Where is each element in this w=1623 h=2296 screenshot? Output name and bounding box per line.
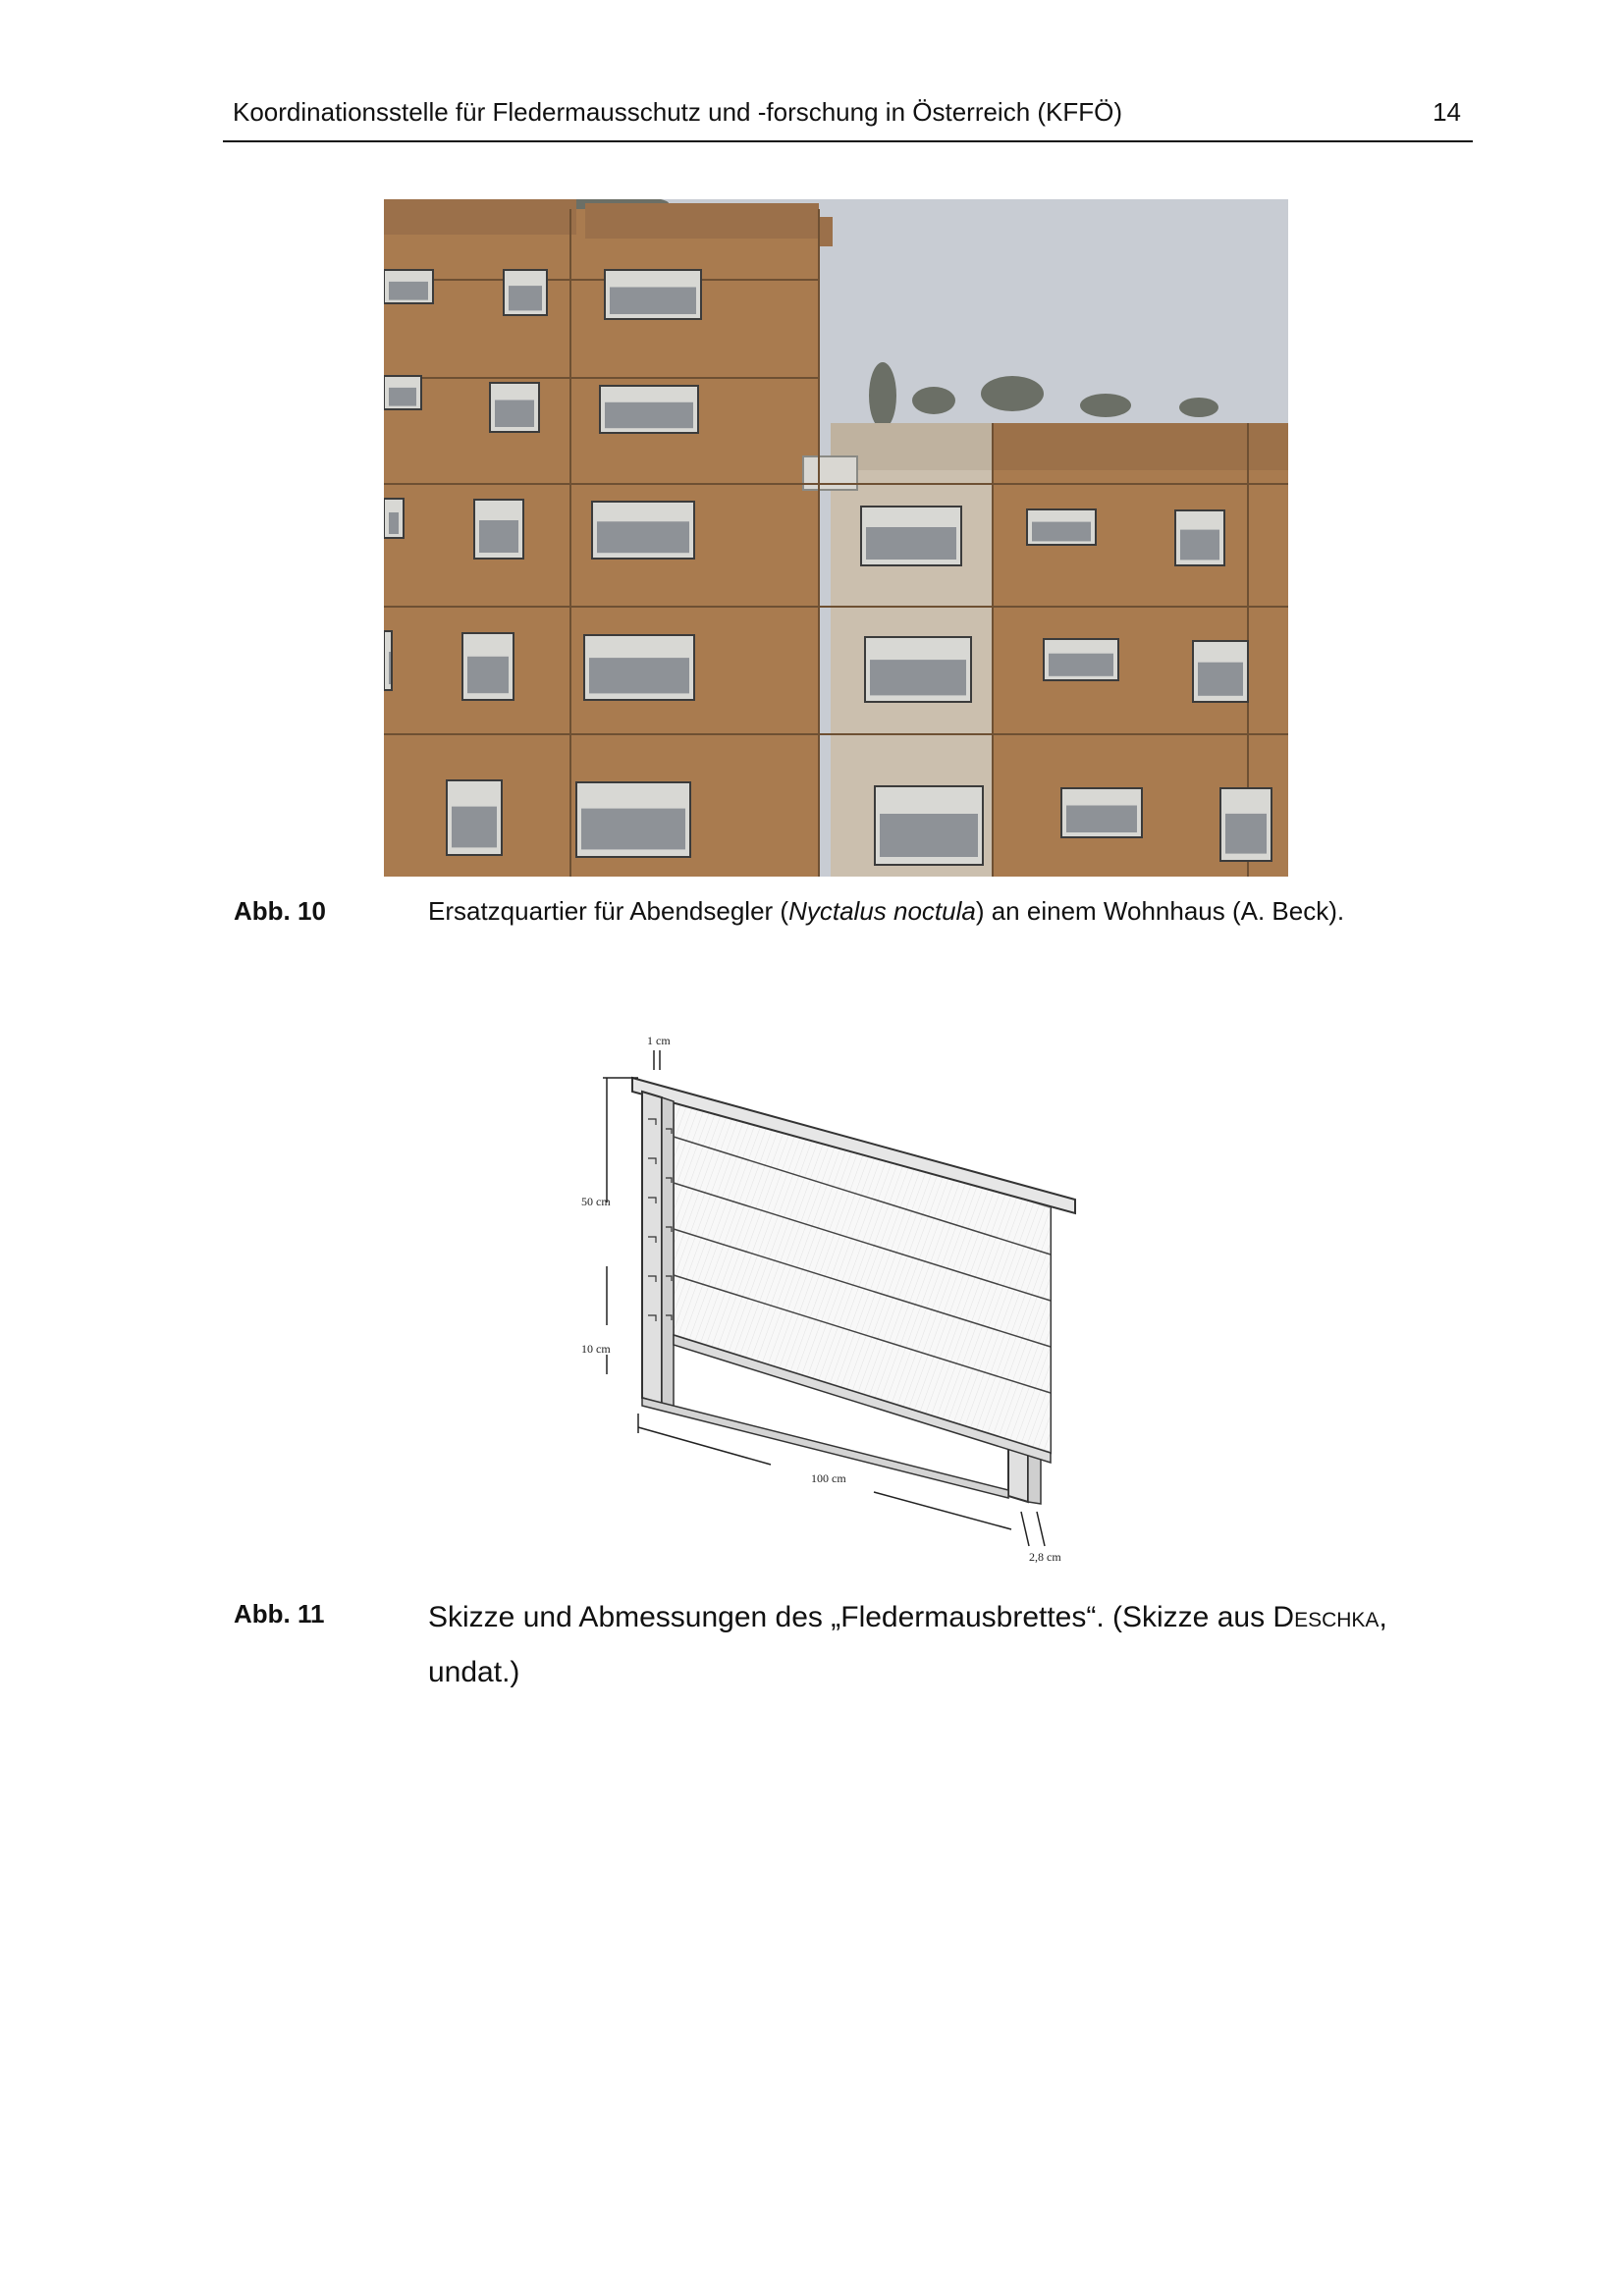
window-glass <box>495 400 534 428</box>
window-glass <box>509 286 542 310</box>
window-glass <box>389 652 391 684</box>
window-glass <box>467 657 509 693</box>
window-glass <box>1049 654 1113 676</box>
building-photo <box>384 199 1288 877</box>
page-header <box>223 94 1473 143</box>
window-glass <box>581 809 685 850</box>
figure11-caption <box>428 1590 1479 1700</box>
building-photo-drawing <box>384 199 1288 877</box>
window-glass <box>597 521 689 553</box>
dim-width: 100 cm <box>811 1471 846 1485</box>
left-post <box>642 1092 662 1404</box>
window-glass <box>866 527 956 560</box>
window-glass <box>880 814 978 857</box>
window-glass <box>1066 806 1137 833</box>
figure10-species: Nyctalus noctula <box>788 896 976 926</box>
figure10-caption-end: ) an einem Wohnhaus (A. Beck). <box>975 896 1345 926</box>
figure10-caption-start: Ersatzquartier für Abendsegler ( <box>428 896 789 926</box>
figure11-caption-start: Skizze und Abmessungen des „Fledermausbrettes“. (Skizze aus <box>428 1601 1273 1633</box>
window-glass <box>610 288 696 315</box>
header-rule <box>223 140 1473 142</box>
figure11-label: Abb. 11 <box>234 1599 325 1629</box>
figure11-caption-end: , undat.) <box>428 1601 1387 1688</box>
dim-height: 50 cm <box>581 1195 611 1208</box>
bat-board-sketch-drawing <box>579 1021 1090 1571</box>
window-glass <box>1225 814 1267 854</box>
figure10-label: Abb. 10 <box>234 896 326 926</box>
bat-board-sketch <box>579 1021 1090 1571</box>
window-glass <box>389 388 416 406</box>
window-glass <box>1198 663 1243 696</box>
window-glass <box>389 282 428 300</box>
window-glass <box>870 660 966 695</box>
window-glass <box>452 807 497 848</box>
window-glass <box>389 512 399 534</box>
figure11-author: Deschka <box>1272 1601 1380 1633</box>
figure10-caption <box>428 893 1469 929</box>
dim-top-gap: 1 cm <box>647 1034 671 1047</box>
window-glass <box>605 402 693 428</box>
window-glass <box>1032 522 1091 542</box>
running-title: Koordinationsstelle für Fledermausschutz und -forschung in Österreich (KFFÖ) <box>233 97 1123 127</box>
window-glass <box>1180 530 1219 561</box>
dim-depth: 2,8 cm <box>1029 1550 1061 1564</box>
window-glass <box>589 658 689 693</box>
window-glass <box>479 520 518 553</box>
page-number: 14 <box>1433 97 1461 127</box>
dim-bottom-gap: 10 cm <box>581 1342 611 1356</box>
